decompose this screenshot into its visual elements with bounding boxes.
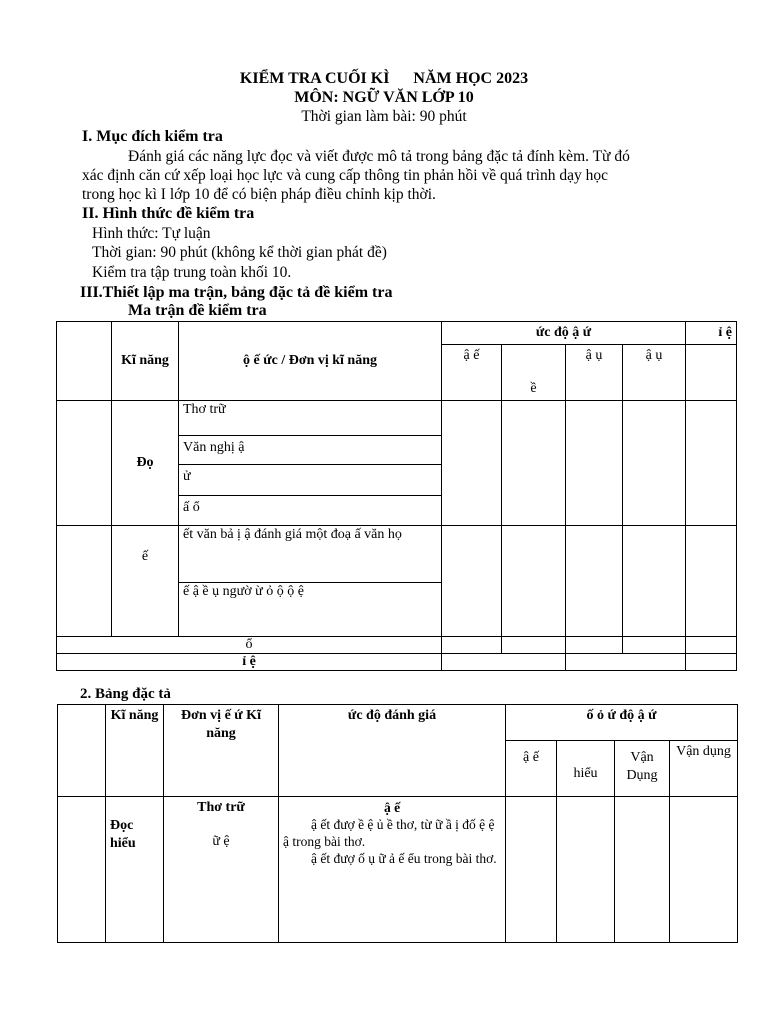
spec-header-count: ố ỏ ứ độ ậ ứ bbox=[506, 705, 738, 741]
matrix-content-essay: ết văn bả ị ậ đánh giá một đoạ ấ văn họ bbox=[179, 526, 441, 583]
spec-table bbox=[57, 704, 738, 943]
section1-line1: Đánh giá các năng lực đọc và viết được mô tả trong bảng đặc tả đính kèm. Từ đó bbox=[128, 148, 630, 165]
section3-heading: III.Thiết lập ma trận, bảng đặc tả đề kiểm tra bbox=[80, 284, 393, 301]
matrix-cell bbox=[502, 637, 566, 654]
exam-title-part-a: KIỂM TRA CUỐI KÌ bbox=[239, 70, 390, 87]
section1-heading: I. Mục đích kiểm tra bbox=[82, 128, 223, 145]
matrix-row-sum: ổ bbox=[57, 637, 442, 654]
section2-line3: Kiểm tra tập trung toàn khối 10. bbox=[92, 264, 292, 281]
matrix-cell bbox=[442, 401, 502, 526]
matrix-cell bbox=[442, 526, 502, 637]
matrix-header-skill: Kĩ năng bbox=[112, 322, 179, 401]
exam-time-line: Thời gian làm bài: 90 phút bbox=[301, 108, 467, 125]
matrix-table bbox=[56, 321, 737, 671]
spec-cell bbox=[615, 797, 670, 943]
matrix-reading-contents bbox=[179, 401, 442, 526]
matrix-header-content: ộ ế ức / Đơn vị kĩ năng bbox=[179, 322, 442, 401]
matrix-writing-contents bbox=[179, 526, 442, 637]
matrix-cell bbox=[566, 654, 686, 671]
matrix-cell bbox=[686, 401, 737, 526]
matrix-header-level1: ậ ế bbox=[442, 345, 502, 401]
matrix-header-level2: ề bbox=[502, 345, 566, 401]
spec-cell bbox=[557, 797, 615, 943]
spec-desc-head: ậ ế bbox=[383, 800, 401, 815]
spec-desc-item1: ậ ết đượ ề ệ ủ ề thơ, từ ữ ầ ị đố ệ ệ ậ trong bài thơ. bbox=[283, 817, 495, 849]
matrix-cell bbox=[442, 637, 502, 654]
matrix-header-level: ức độ ậ ứ bbox=[442, 322, 686, 345]
matrix-content-history: ử bbox=[179, 465, 441, 496]
spec-skill-reading: Đọc hiểu bbox=[106, 797, 164, 943]
spec-cell bbox=[670, 797, 738, 943]
matrix-content-summary: ấ ổ bbox=[183, 500, 200, 515]
spec-header-level2: hiểu bbox=[557, 741, 615, 797]
spec-header-level4: Vận dụng bbox=[670, 741, 738, 797]
matrix-corner-cell bbox=[57, 322, 112, 401]
matrix-content-argument-essay: ế ậ ề ụ ngườ ừ ỏ ộ ộ ệ bbox=[183, 584, 304, 599]
exam-title-part-b: NĂM HỌC 2023 bbox=[413, 70, 529, 87]
matrix-cell bbox=[57, 526, 112, 637]
matrix-header-level4: ậ ụ bbox=[623, 345, 686, 401]
matrix-content-argument: Văn nghị ậ bbox=[179, 436, 441, 465]
matrix-cell bbox=[566, 526, 623, 637]
spec-header-level1: ậ ế bbox=[506, 741, 557, 797]
matrix-cell bbox=[686, 654, 737, 671]
section2-line2: Thời gian: 90 phút (không kể thời gian phát đề) bbox=[92, 244, 387, 261]
matrix-cell bbox=[502, 526, 566, 637]
spec-unit-sub: ữ ệ bbox=[212, 834, 230, 849]
matrix-header-total: ỉ ệ bbox=[686, 322, 737, 345]
matrix-subheading: Ma trận đề kiểm tra bbox=[128, 302, 267, 319]
spec-header-unit: Đơn vị ế ứ Kĩ năng bbox=[164, 705, 279, 797]
matrix-cell bbox=[623, 526, 686, 637]
spec-unit-poetry: Thơ trữ bbox=[197, 800, 245, 815]
spec-header-level3: Vận Dụng bbox=[615, 741, 670, 797]
exam-subject-line: MÔN: NGỮ VĂN LỚP 10 bbox=[294, 89, 474, 106]
section1-line3: trong học kì I lớp 10 để có biện pháp điều chỉnh kịp thời. bbox=[82, 186, 436, 203]
matrix-skill-reading: Đọ bbox=[112, 401, 179, 526]
spec-heading: 2. Bảng đặc tả bbox=[80, 686, 171, 702]
spec-cell bbox=[506, 797, 557, 943]
matrix-cell bbox=[502, 401, 566, 526]
matrix-header-blank bbox=[686, 345, 737, 401]
exam-title-line1 bbox=[0, 70, 768, 88]
matrix-cell bbox=[623, 401, 686, 526]
matrix-cell bbox=[566, 637, 623, 654]
spec-desc-item2: ậ ết đượ ố ụ ữ ả ế ểu trong bài thơ. bbox=[311, 851, 497, 866]
spec-header-level: ức độ đánh giá bbox=[279, 705, 506, 797]
matrix-skill-writing: ế bbox=[112, 526, 179, 637]
matrix-header-level3: ậ ụ bbox=[566, 345, 623, 401]
section2-heading: II. Hình thức đề kiểm tra bbox=[82, 205, 255, 222]
matrix-cell bbox=[686, 637, 737, 654]
matrix-row-ratio: ỉ ệ bbox=[57, 654, 442, 671]
matrix-cell bbox=[566, 401, 623, 526]
matrix-cell bbox=[623, 637, 686, 654]
spec-cell bbox=[58, 797, 106, 943]
spec-corner-cell bbox=[58, 705, 106, 797]
matrix-cell bbox=[442, 654, 566, 671]
section2-line1: Hình thức: Tự luận bbox=[92, 225, 211, 242]
section1-line2: xác định căn cứ xếp loại học lực và cung cấp thông tin phản hồi về quá trình dạy học bbox=[82, 167, 608, 184]
spec-unit-cell bbox=[164, 797, 279, 943]
matrix-cell bbox=[686, 526, 737, 637]
spec-description-cell bbox=[279, 797, 506, 943]
matrix-cell bbox=[57, 401, 112, 526]
spec-header-skill: Kĩ năng bbox=[106, 705, 164, 797]
matrix-content-poetry: Thơ trữ bbox=[179, 401, 441, 436]
